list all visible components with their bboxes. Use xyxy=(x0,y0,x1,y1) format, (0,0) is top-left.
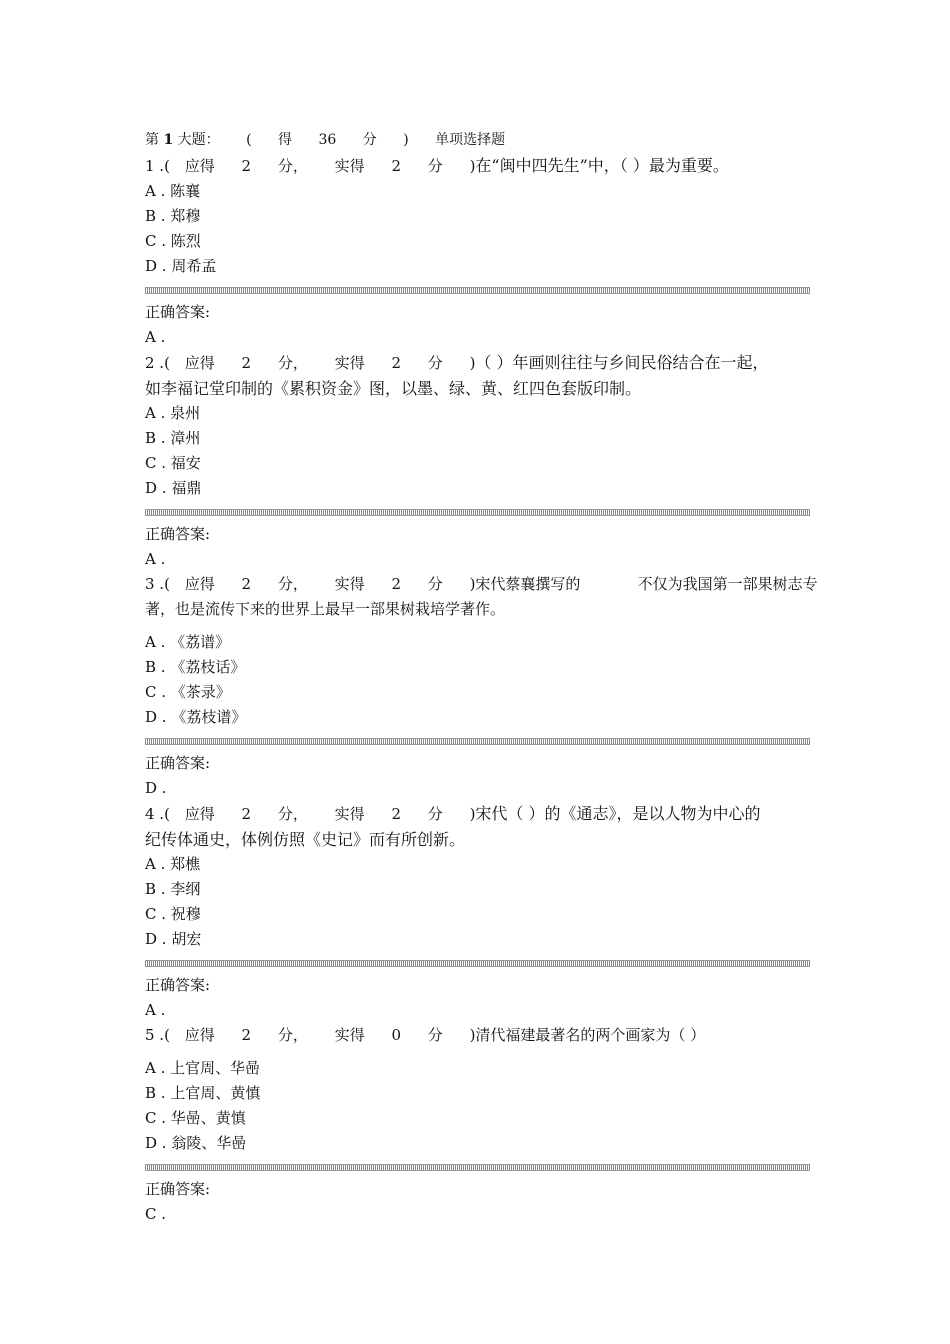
question-number: 5 .( xyxy=(145,1026,170,1044)
answer-label: 正确答案: xyxy=(145,754,211,772)
should-label: 应得 xyxy=(184,805,215,823)
section-number: 1 xyxy=(163,132,174,148)
header-close: ) xyxy=(469,354,476,372)
header-close: ) xyxy=(469,157,476,175)
option-b: B . 郑穆 xyxy=(145,207,201,225)
should-label: 应得 xyxy=(184,575,215,593)
option-a: A . 《荔谱》 xyxy=(145,633,231,651)
question-header xyxy=(145,572,818,597)
question-header xyxy=(145,350,810,376)
separator xyxy=(145,960,810,967)
question-number: 3 .( xyxy=(145,575,170,593)
fen-label: 分 xyxy=(427,575,443,593)
option-a: A . 上官周、华喦 xyxy=(145,1059,261,1077)
should-label: 应得 xyxy=(184,354,215,372)
spacer xyxy=(145,622,810,630)
actual-score: 2 xyxy=(391,575,401,593)
should-score: 2 xyxy=(241,354,252,372)
option-b: B . 李纲 xyxy=(145,880,201,898)
fen-label: 分， xyxy=(277,1026,308,1044)
fen-label: 分， xyxy=(277,805,308,823)
option-d: D . 胡宏 xyxy=(145,930,202,948)
actual-label: 实得 xyxy=(334,575,365,593)
separator xyxy=(145,287,810,294)
question-header xyxy=(145,801,810,827)
question-text-continued: 如李福记堂印制的《累积资金》图，以墨、绿、黄、红四色套版印制。 xyxy=(145,379,642,398)
exam-page xyxy=(145,128,818,1227)
should-score: 2 xyxy=(241,805,252,823)
should-label: 应得 xyxy=(184,157,215,175)
spacer xyxy=(145,1048,810,1056)
option-b: B . 《荔枝话》 xyxy=(145,658,246,676)
question-header xyxy=(145,153,810,179)
question-text: 清代福建最著名的两个画家为（ ） xyxy=(475,1026,706,1044)
section-header xyxy=(145,128,810,153)
fen-label: 分， xyxy=(277,575,308,593)
answer-label: 正确答案: xyxy=(145,1180,211,1198)
should-score: 2 xyxy=(241,1026,252,1044)
question-5 xyxy=(145,1023,810,1227)
question-4 xyxy=(145,801,810,1023)
fen-label: 分， xyxy=(277,354,308,372)
actual-score: 2 xyxy=(391,157,401,175)
question-1 xyxy=(145,153,810,350)
answer-value: A . xyxy=(145,328,166,346)
option-d: D . 周希孟 xyxy=(145,257,217,275)
section-type: 单项选择题 xyxy=(435,132,506,148)
actual-label: 实得 xyxy=(334,157,365,175)
should-label: 应得 xyxy=(184,1026,215,1044)
option-c: C . 华喦、黄慎 xyxy=(145,1109,246,1127)
section-score-value: 36 xyxy=(318,132,337,148)
actual-label: 实得 xyxy=(334,805,365,823)
question-text-continued: 著，也是流传下来的世界上最早一部果树栽培学著作。 xyxy=(145,600,506,618)
section-score-de: 得 xyxy=(278,132,293,148)
option-d: D . 翁陵、华喦 xyxy=(145,1134,247,1152)
answer-value: A . xyxy=(145,1001,166,1019)
separator xyxy=(145,1164,810,1171)
answer-label: 正确答案: xyxy=(145,303,211,321)
question-3 xyxy=(145,572,818,801)
section-score-fen: 分 xyxy=(362,132,377,148)
option-c: C . 福安 xyxy=(145,454,201,472)
actual-score: 2 xyxy=(391,354,401,372)
answer-label: 正确答案: xyxy=(145,525,211,543)
header-close: ) xyxy=(469,575,476,593)
option-b: B . 上官周、黄慎 xyxy=(145,1084,261,1102)
fen-label: 分 xyxy=(427,805,443,823)
option-c: C . 陈烈 xyxy=(145,232,201,250)
section-title: 大题： xyxy=(177,132,220,148)
actual-label: 实得 xyxy=(334,354,365,372)
fen-label: 分 xyxy=(427,1026,443,1044)
actual-label: 实得 xyxy=(334,1026,365,1044)
answer-value: A . xyxy=(145,550,166,568)
actual-score: 0 xyxy=(391,1026,401,1044)
option-a: A . 泉州 xyxy=(145,404,201,422)
option-c: C . 祝穆 xyxy=(145,905,201,923)
option-d: D . 《荔枝谱》 xyxy=(145,708,247,726)
option-a: A . 郑樵 xyxy=(145,855,201,873)
section-score-open: ( xyxy=(246,132,252,148)
answer-value: D . xyxy=(145,779,167,797)
option-b: B . 漳州 xyxy=(145,429,201,447)
header-close: ) xyxy=(469,1026,476,1044)
fen-label: 分， xyxy=(277,157,308,175)
section-prefix: 第 xyxy=(145,132,159,148)
header-close: ) xyxy=(469,805,476,823)
question-number: 1 .( xyxy=(145,157,170,175)
answer-value: C . xyxy=(145,1205,167,1223)
actual-score: 2 xyxy=(391,805,401,823)
question-text: 宋代（ ）的《通志》，是以人物为中心的 xyxy=(475,804,761,823)
question-2 xyxy=(145,350,810,572)
fen-label: 分 xyxy=(427,157,443,175)
section-score-close: ) xyxy=(403,132,409,148)
question-text: 在“闽中四先生”中，（ ）最为重要。 xyxy=(475,156,729,175)
question-number: 4 .( xyxy=(145,805,170,823)
option-d: D . 福鼎 xyxy=(145,479,202,497)
separator xyxy=(145,738,810,745)
should-score: 2 xyxy=(241,575,252,593)
question-number: 2 .( xyxy=(145,354,170,372)
question-text: （ ）年画则往往与乡间民俗结合在一起， xyxy=(475,353,769,372)
answer-label: 正确答案: xyxy=(145,976,211,994)
question-text: 宋代蔡襄撰写的 不仅为我国第一部果树志专 xyxy=(475,575,818,593)
separator xyxy=(145,509,810,516)
should-score: 2 xyxy=(241,157,252,175)
option-a: A . 陈襄 xyxy=(145,182,201,200)
fen-label: 分 xyxy=(427,354,443,372)
option-c: C . 《茶录》 xyxy=(145,683,231,701)
question-header xyxy=(145,1023,810,1048)
question-text-continued: 纪传体通史，体例仿照《史记》而有所创新。 xyxy=(145,830,466,849)
